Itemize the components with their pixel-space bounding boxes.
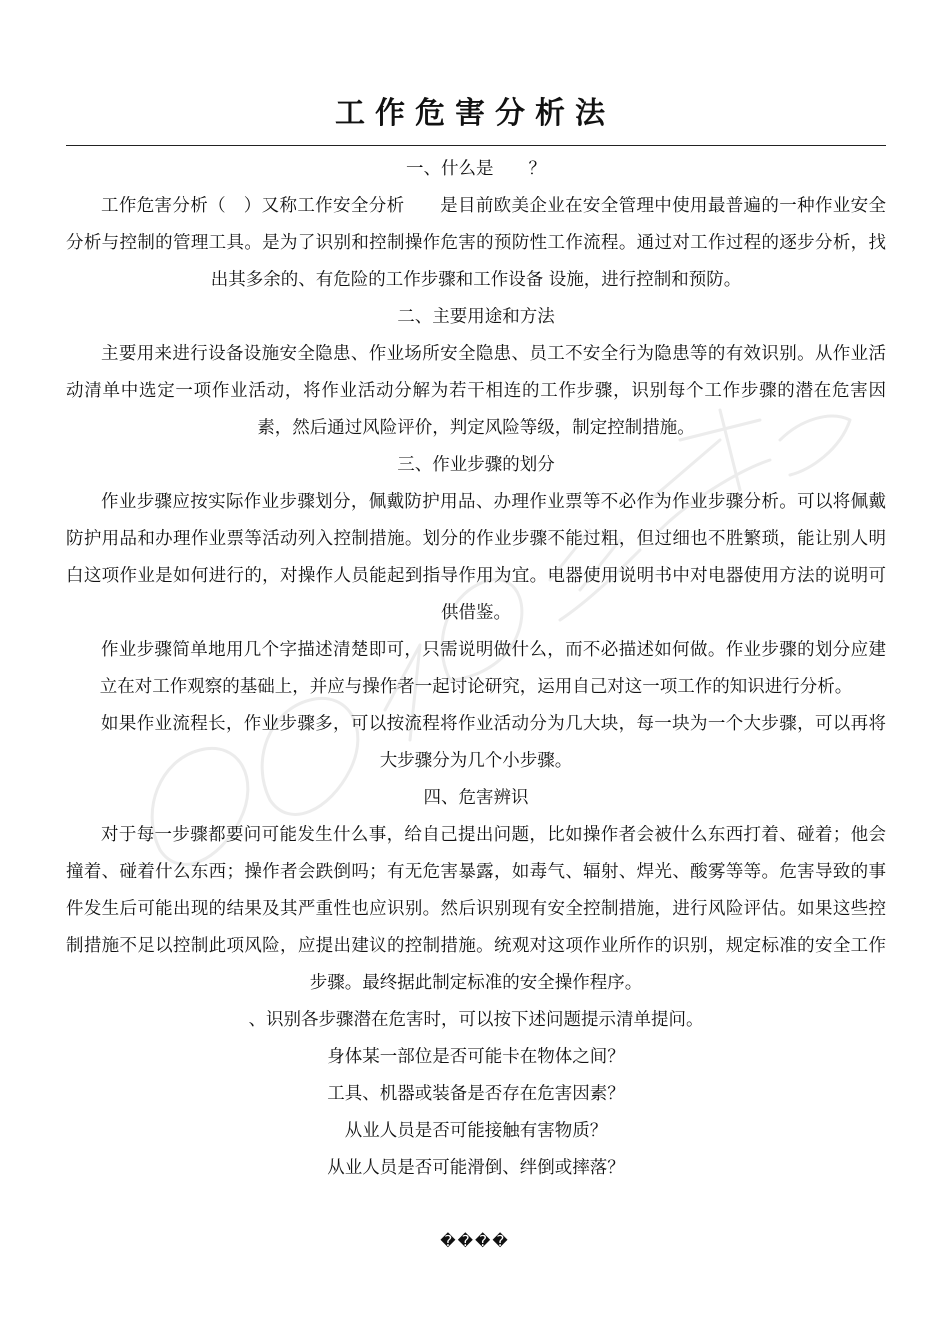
section-3-paragraph-2: 作业步骤简单地用几个字描述清楚即可，只需说明做什么，而不必描述如何做。作业步骤的划分应建立在对工作观察的基础上，并应与操作者一起讨论研究，运用自己对这一项工作的知识进行分析。 <box>99 640 886 697</box>
section-heading-1: 一、什么是 ？ <box>406 159 546 179</box>
question-list-intro: 、识别各步骤潜在危害时，可以按下述问题提示清单提问。 <box>248 1010 704 1030</box>
title-divider <box>66 145 886 146</box>
section-2-paragraph-1: 主要用来进行设备设施安全隐患、作业场所安全隐患、员工不安全行为隐患等的有效识别。从作业活动清单中选定一项作业活动，将作业活动分解为若干相连的工作步骤，识别每个工作步骤的潜在危害因素，然后通过风险评价，判定风险等级，制定控制措施。 <box>66 344 886 438</box>
section-1-paragraph-1: 工作危害分析（ ）又称工作安全分析 是目前欧美企业在安全管理中使用最普遍的一种作业安全分析与控制的管理工具。是为了识别和控制操作危害的预防性工作流程。通过对工作过程的逐步分析，找出其多余的、有危险的工作步骤和工作设备 设施，进行控制和预防。 <box>66 196 886 290</box>
question-item-1: 身体某一部位是否可能卡在物体之间？ <box>327 1047 625 1067</box>
section-heading-3: 三、作业步骤的划分 <box>397 455 555 475</box>
section-heading-2: 二、主要用途和方法 <box>397 307 555 327</box>
document-title: 工作危害分析法 <box>335 96 615 131</box>
section-heading-4: 四、危害辨识 <box>423 788 529 808</box>
document-body <box>66 151 886 1187</box>
question-item-4: 从业人员是否可能滑倒、绊倒或摔落？ <box>327 1158 625 1178</box>
question-item-3: 从业人员是否可能接触有害物质？ <box>344 1121 608 1141</box>
question-item-2: 工具、机器或装备是否存在危害因素？ <box>327 1084 625 1104</box>
page-marker: ���� <box>440 1232 510 1250</box>
section-4-paragraph-1: 对于每一步骤都要问可能发生什么事，给自己提出问题，比如操作者会被什么东西打着、碰着；他会撞着、碰着什么东西；操作者会跌倒吗；有无危害暴露，如毒气、辐射、焊光、酸雾等等。危害导致的事件发生后可能出现的结果及其严重性也应识别。然后识别现有安全控制措施，进行风险评估。如果这些控制措施不足以控制此项风险，应提出建议的控制措施。统观对这项作业所作的识别，规定标准的安全工作步骤。最终据此制定标准的安全操作程序。 <box>66 825 886 993</box>
section-3-paragraph-1: 作业步骤应按实际作业步骤划分，佩戴防护用品、办理作业票等不必作为作业步骤分析。可以将佩戴防护用品和办理作业票等活动列入控制措施。划分的作业步骤不能过粗，但过细也不胜繁琐，能让别人明白这项作业是如何进行的，对操作人员能起到指导作用为宜。电器使用说明书中对电器使用方法的说明可供借鉴。 <box>66 492 886 623</box>
section-3-paragraph-3: 如果作业流程长，作业步骤多，可以按流程将作业活动分为几大块，每一块为一个大步骤，可以再将大步骤分为几个小步骤。 <box>101 714 886 771</box>
